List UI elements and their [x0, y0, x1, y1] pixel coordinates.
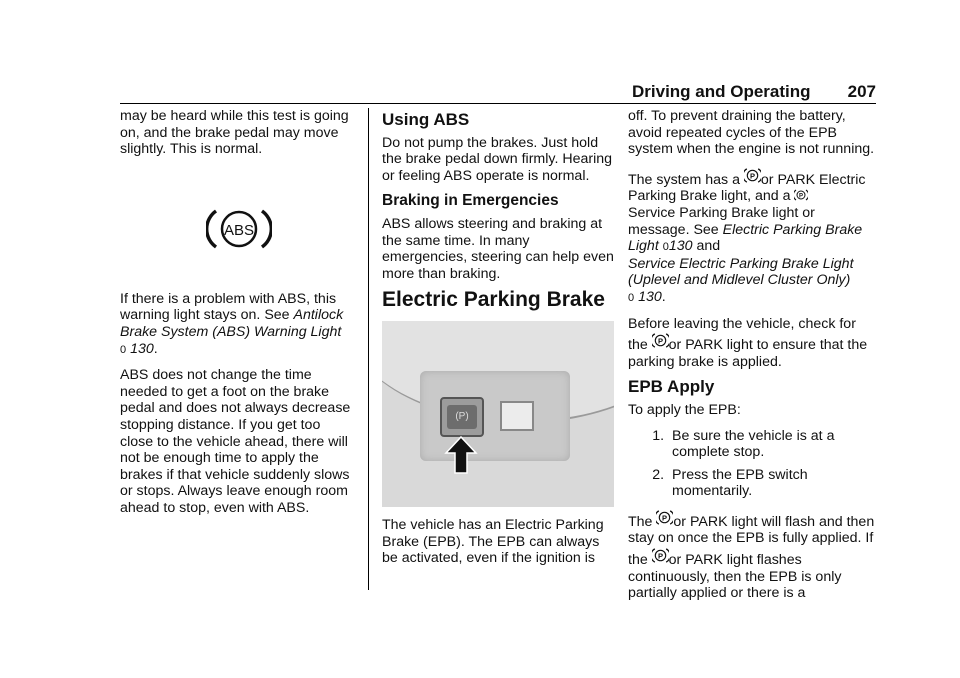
park-brake-icon: [652, 332, 669, 349]
paragraph-battery: off. To prevent draining the battery, avoid repeated cycles of the EPB system when the engine is not running.: [628, 108, 875, 158]
xref-page-130[interactable]: 130: [668, 238, 693, 255]
text-fragment: Before leaving the vehicle, check for the: [628, 315, 856, 354]
park-brake-icon: [744, 167, 761, 184]
svg-text:P: P: [657, 336, 663, 346]
abs-problem-text: If there is a problem with ABS, this warning light stays on. See: [120, 290, 337, 324]
list-item: 1. Be sure the vehicle is at a complete stop.: [668, 428, 876, 461]
page-number: 207: [847, 82, 876, 101]
abs-warning-icon: [206, 207, 272, 251]
up-arrow-icon: [444, 435, 478, 475]
column-3: [628, 108, 876, 611]
header-rule: [120, 103, 876, 104]
paragraph-abs-problem: [120, 291, 352, 358]
park-brake-icon: [652, 547, 669, 564]
list-item: 2. Press the EPB switch momentarily.: [668, 467, 876, 500]
paragraph-braking-emergencies: ABS allows steering and braking at the same time. In many emergencies, steering can help even more than braking.: [382, 215, 614, 282]
paragraph-park-flash: [628, 509, 876, 602]
paragraph-check-park: [628, 316, 876, 371]
xref-abs-warning-light[interactable]: Antilock Brake System (ABS) Warning Light: [120, 307, 344, 340]
text-fragment: and: [692, 238, 721, 255]
svg-text:P: P: [749, 171, 755, 181]
column-divider: [368, 108, 369, 590]
paragraph-epb-intro: The vehicle has an Electric Parking Brake (EPB). The EPB can always be activated, even if the ignition is: [382, 516, 604, 567]
svg-text:P: P: [657, 551, 663, 561]
period: .: [661, 288, 666, 305]
adjacent-switch: [500, 401, 534, 431]
xref-service-epb-light[interactable]: Service Electric Parking Brake Light (Uplevel and Midlevel Cluster Only): [628, 255, 854, 289]
xref-page-130[interactable]: 130: [130, 340, 154, 357]
heading-electric-parking-brake: Electric Parking Brake: [382, 288, 605, 312]
xref-arrow: 0: [120, 343, 127, 356]
abs-warning-figure: [120, 167, 352, 291]
heading-epb-apply: EPB Apply: [628, 377, 715, 397]
text-fragment: or PARK light flashes continuously, then the EPB is only partially applied or there is a: [628, 552, 842, 602]
text-fragment: The: [628, 513, 657, 530]
period: .: [153, 340, 158, 357]
column-2: [382, 108, 614, 576]
paragraph-test-note: may be heard while this test is going on, and the brake pedal may move slightly. This is normal.: [120, 108, 349, 158]
heading-braking-emergencies: Braking in Emergencies: [382, 192, 559, 210]
text-fragment: or PARK light to ensure that the parking brake is applied.: [628, 337, 868, 370]
xref-page-130[interactable]: 130: [638, 288, 662, 305]
paragraph-using-abs: Do not pump the brakes. Just hold the brake pedal down firmly. Hearing or feeling ABS operate is normal.: [382, 134, 613, 184]
svg-text:P: P: [662, 513, 668, 523]
park-brake-icon: [656, 509, 673, 526]
svg-text:P: P: [799, 193, 804, 200]
service-brake-icon: [794, 188, 808, 202]
abs-icon-label: ABS: [223, 221, 255, 239]
paragraph-system-lights: [628, 167, 876, 307]
text-fragment: or PARK Electric Parking Brake light, and a: [628, 171, 866, 205]
xref-epb-light[interactable]: Electric Parking Brake Light: [628, 221, 863, 255]
apply-steps-list: [628, 428, 876, 500]
epb-switch-photo: [382, 321, 614, 507]
page-header: [632, 80, 876, 100]
paragraph-abs-distance: ABS does not change the time needed to get a foot on the brake pedal and does not always decrease stopping distance. If you get too close to the vehicle ahead, there will not be enough time to apply the brakes if that vehicle suddenly slows or stops. Always leave enough room ahead to stop, even with ABS.: [120, 367, 351, 516]
xref-arrow: 0: [662, 241, 669, 254]
text-fragment: The system has a: [628, 171, 744, 188]
section-title: Driving and Operating: [632, 82, 811, 101]
text-fragment: Service Parking Brake light or message. See: [628, 204, 815, 238]
epb-switch-symbol: (P): [447, 405, 477, 429]
text-fragment: or PARK light will flash and then stay on once the EPB is fully applied. If the: [628, 513, 875, 569]
paragraph-apply-intro: To apply the EPB:: [628, 401, 741, 418]
heading-using-abs: Using ABS: [382, 110, 470, 129]
epb-switch: [440, 397, 484, 437]
xref-arrow: 0: [628, 291, 635, 304]
column-1: [120, 108, 352, 526]
